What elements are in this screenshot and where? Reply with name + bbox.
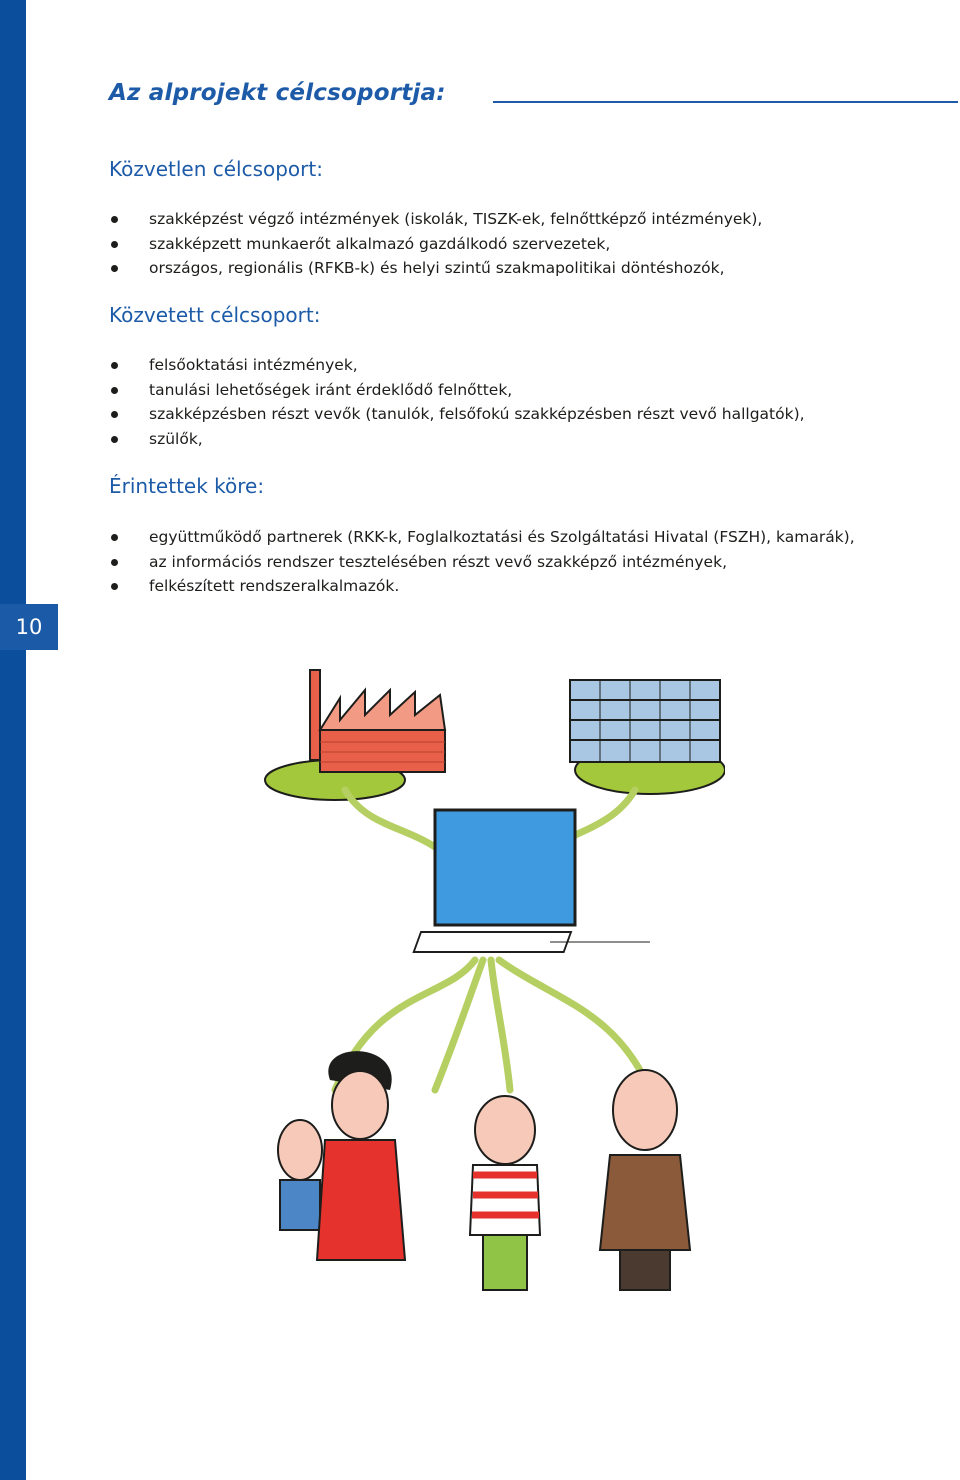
side-bar	[0, 0, 26, 1480]
list-item: szülők,	[109, 427, 805, 452]
section-heading-stakeholders: Érintettek köre:	[109, 474, 265, 498]
list-item: az információs rendszer tesztelésében részt vevő szakképző intézmények,	[109, 550, 855, 575]
list-item: felsőoktatási intézmények,	[109, 353, 805, 378]
office-building-icon	[570, 680, 720, 762]
bullet-icon	[111, 583, 118, 590]
network-illustration	[255, 660, 725, 1320]
list-item: tanulási lehetőségek iránt érdeklődő felnőttek,	[109, 378, 805, 403]
bullet-icon	[111, 387, 118, 394]
bullet-icon	[111, 362, 118, 369]
factory-icon	[310, 670, 445, 772]
bullet-icon	[111, 216, 118, 223]
bullet-icon	[111, 436, 118, 443]
computer-icon	[414, 810, 650, 952]
section-heading-indirect: Közvetett célcsoport:	[109, 303, 321, 327]
bullet-list-direct	[109, 207, 762, 281]
list-item: felkészített rendszeralkalmazók.	[109, 574, 855, 599]
page-title: Az alprojekt célcsoportja:	[109, 80, 446, 106]
bullet-icon	[111, 534, 118, 541]
title-rule	[493, 101, 958, 103]
bullet-icon	[111, 411, 118, 418]
people-icon	[278, 1051, 690, 1290]
page-number: 10	[0, 604, 58, 650]
list-item: szakképzett munkaerőt alkalmazó gazdálkodó szervezetek,	[109, 232, 762, 257]
bullet-icon	[111, 265, 118, 272]
section-heading-direct: Közvetlen célcsoport:	[109, 157, 323, 181]
list-item: szakképzésben részt vevők (tanulók, felsőfokú szakképzésben részt vevő hallgatók),	[109, 402, 805, 427]
list-item: együttműködő partnerek (RKK-k, Foglalkoztatási és Szolgáltatási Hivatal (FSZH), kamarák),	[109, 525, 855, 550]
bullet-icon	[111, 241, 118, 248]
bullet-icon	[111, 559, 118, 566]
bullet-list-stakeholders	[109, 525, 855, 599]
list-item: országos, regionális (RFKB-k) és helyi szintű szakmapolitikai döntéshozók,	[109, 256, 762, 281]
bullet-list-indirect	[109, 353, 805, 451]
list-item: szakképzést végző intézmények (iskolák, TISZK-ek, felnőttképző intézmények),	[109, 207, 762, 232]
